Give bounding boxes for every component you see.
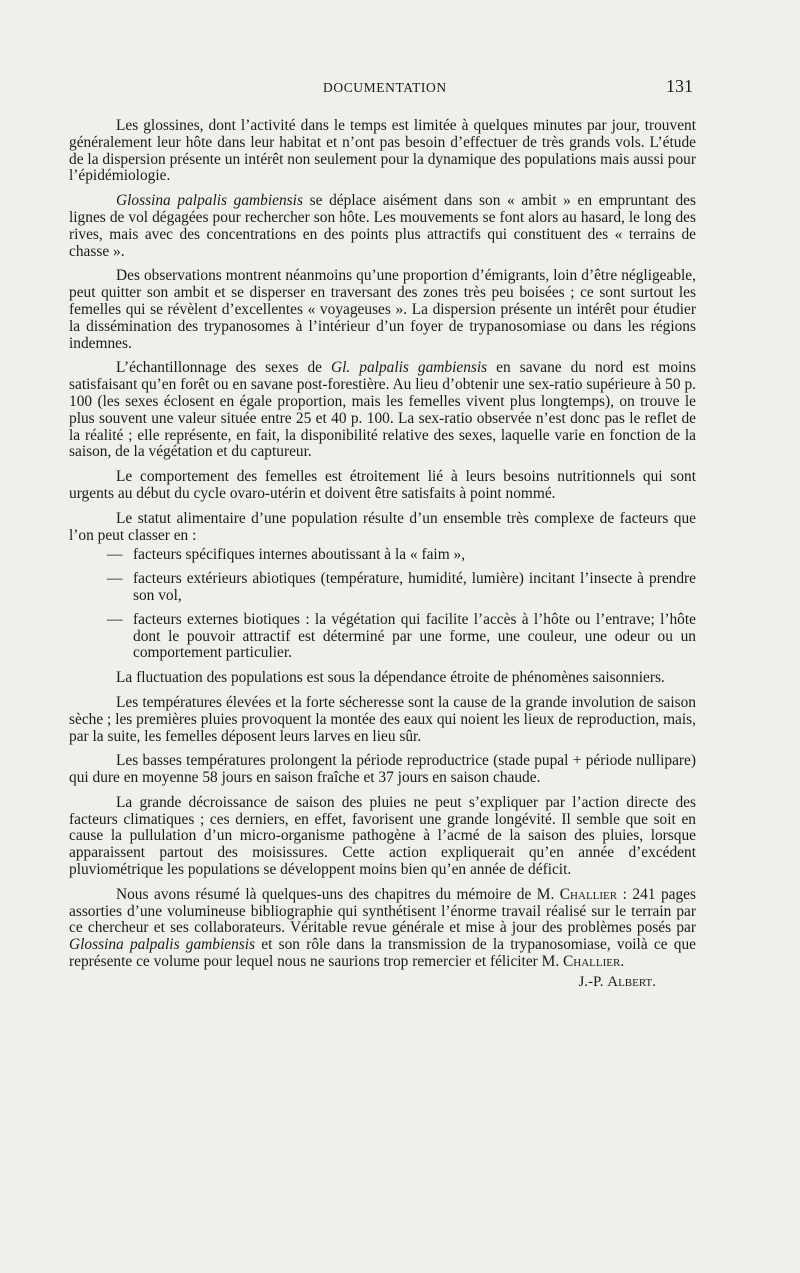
running-head: DOCUMENTATION [323, 80, 447, 95]
list-item [69, 612, 696, 662]
paragraph [69, 193, 696, 260]
list-dash: — [107, 570, 123, 588]
paragraph-text: L’échantillonnage des sexes de [116, 359, 332, 377]
paragraph: La fluctuation des populations est sous la dépendance étroite de phénomènes saisonniers. [116, 669, 665, 687]
paragraph-text: Nous avons résumé là quelques-uns des chapitres du mémoire de M. [116, 885, 560, 903]
paragraph-text: . [620, 953, 625, 971]
factor-list [69, 547, 696, 662]
signature-initials: J.-P. [578, 973, 608, 990]
paragraph: Les glossines, dont l’activité dans le temps est limitée à quelques minutes par jour, trouvent généralement leur hôte dans leur habitat et n’ont pas besoin d’effectuer de très grands vols. L’étude de la dispersion présente un intérêt non seulement pour la dynamique des populations mais aussi pour l’épidémiologie. [69, 117, 696, 185]
page-number: 131 [666, 76, 693, 96]
list-item [69, 547, 696, 564]
paragraph-text: en savane du nord est moins satisfaisant qu’en forêt ou en savane post-forestière. Au lieu d’obtenir une sex-ratio supérieure à 50 p. 100 (les sexes éclosent en égale proportion, mais les femelles vivent plus longtemps), on trouve le plus souvent une valeur située entre 25 et 40 p. 100. La sex-ratio observée n’est donc pas le reflet de la réalité ; elle représente, en fait, la disponibilité relative des sexes, laquelle varie en fonction de la saison, de la végétation et du captureur. [69, 359, 696, 461]
list-item [69, 571, 696, 605]
paragraph-text: se déplace aisément dans son « ambit » en empruntant des lignes de vol dégagées pour rechercher son hôte. Les mouvements se font alors au hasard, le long des rives, mais avec des concentrations en des points plus attractifs qui constituent des « terrains de chasse ». [69, 192, 696, 260]
paragraph: Des observations montrent néanmoins qu’une proportion d’émigrants, loin d’être négligeable, peut quitter son ambit et se disperser en traversant des zones très peu boisées ; ce sont surtout les femelles qui se révèlent d’excellentes « voyageuses ». La dispersion présente un intérêt pour étudier la dissémination des trypanosomes à l’intérieur d’un foyer de trypanosomiase ou dans les régions indemnes. [69, 267, 696, 352]
list-dash: — [107, 610, 123, 628]
paragraph: Les températures élevées et la forte sécheresse sont la cause de la grande involution de saison sèche ; les premières pluies provoquent la montée des eaux qui noient les lieux de reproduction, mais, par la suite, les femelles déposent leurs larves en lieu sûr. [69, 693, 696, 745]
species-name: Glossina palpalis gambiensis [116, 192, 303, 210]
closing-paragraph [69, 887, 696, 971]
signature-end: . [652, 973, 656, 990]
signature [69, 974, 656, 991]
paragraph [69, 360, 696, 461]
paragraph: La grande décroissance de saison des pluies ne peut s’expliquer par l’action directe des facteurs climatiques ; ces derniers, en effet, favorisent une grande longévité. Il semble que soit en cause la pullulation d’un micro-organisme pathogène à l’acmé de la saison des pluies, lorsque apparaissent partout des moisissures. Cette action expliquerait qu’en année d’excédent pluviométrique les populations se développent moins bien qu’en année de déficit. [69, 793, 696, 879]
author-name: Challier [559, 885, 618, 903]
list-item-text: facteurs spécifiques internes aboutissant à la « faim », [133, 546, 466, 564]
list-item-text: facteurs externes biotiques : la végétation qui facilite l’accès à l’hôte ou l’entrave; l’hôte dont le pouvoir attractif est déterminé par une forme, une couleur, une odeur ou un comportement particulier. [133, 610, 696, 662]
list-dash: — [107, 546, 123, 564]
signature-surname: Albert [607, 973, 653, 990]
paragraph: Les basses températures prolongent la période reproductrice (stade pupal + période nullipare) qui dure en moyenne 58 jours en saison fraîche et 37 jours en saison chaude. [69, 752, 696, 787]
paragraph: Le statut alimentaire d’une population résulte d’un ensemble très complexe de facteurs que l’on peut classer en : [69, 509, 696, 544]
paragraph: Le comportement des femelles est étroitement lié à leurs besoins nutritionnels qui sont urgents au début du cycle ovaro-utérin et doivent être satisfaits à point nommé. [69, 468, 696, 502]
article-body [69, 118, 696, 991]
list-item-text: facteurs extérieurs abiotiques (température, humidité, lumière) incitant l’insecte à prendre son vol, [133, 570, 696, 604]
paragraph-text: et son rôle dans la transmission de la trypanosomiase, voilà ce que représente ce volume pour lequel nous ne saurions trop remercier et féliciter M. [69, 936, 696, 971]
species-name: Glossina palpalis gambiensis [69, 936, 256, 954]
page-header [0, 76, 800, 100]
species-name: Gl. palpalis gambiensis [331, 359, 488, 377]
author-name: Challier [563, 953, 621, 971]
paragraph-text: : 241 pages assorties d’une volumineuse bibliographie qui synthétisent l’énorme travail réalisé sur le terrain par ce chercheur et ses collaborateurs. Véritable revue générale et mise à jour des problèmes posés par [69, 885, 696, 937]
